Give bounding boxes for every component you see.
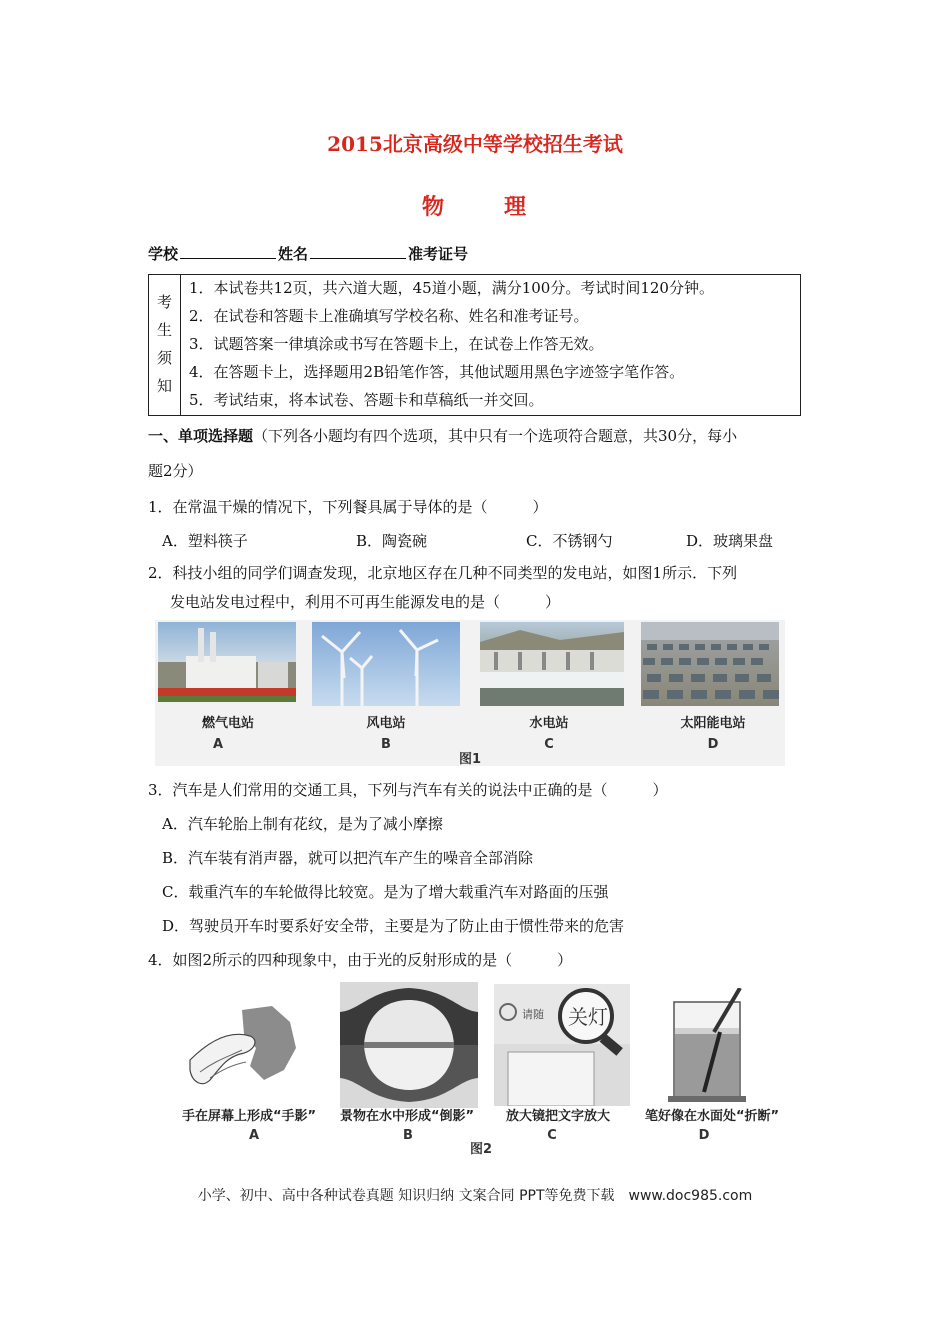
glass-drawing	[648, 988, 766, 1104]
name-blank	[310, 244, 406, 259]
figure2-letter-d: D	[698, 1128, 710, 1143]
q1-option-d: D．玻璃果盘	[686, 532, 774, 550]
q3-option-a: A．汽车轮胎上制有花纹，是为了减小摩擦	[162, 815, 443, 833]
figure2-caption-b: 景物在水中形成“倒影”	[339, 1109, 475, 1124]
magnifier-image	[494, 984, 630, 1106]
notice-item: 1．本试卷共12页，共六道大题，45道小题，满分100分。考试时间120分钟。	[189, 279, 714, 297]
figure1-letter-b: B	[381, 737, 391, 752]
solar-power-station-image	[641, 622, 779, 706]
section1-desc: （下列各小题均有四个选项，其中只有一个选项符合题意，共30分，每小	[253, 427, 738, 445]
figure1-letter-c: C	[544, 737, 554, 752]
notice-head	[149, 275, 181, 415]
name-label: 姓名	[278, 245, 309, 263]
magnifier-drawing	[494, 984, 630, 1106]
notice-item: 4．在答题卡上，选择题用2B铅笔作答，其他试题用黑色字迹签字笔作答。	[189, 363, 685, 381]
pen-in-water-image	[648, 988, 766, 1104]
q1-option-b: B．陶瓷碗	[356, 532, 428, 550]
exam-notice-box	[148, 274, 801, 416]
figure-2	[174, 980, 792, 1158]
q3-stem: 3．汽车是人们常用的交通工具，下列与汽车有关的说法中正确的是（ ）	[148, 781, 668, 799]
notice-head-char: 须	[157, 349, 173, 367]
gas-station-drawing	[158, 622, 296, 702]
subject-char-1: 物	[421, 194, 446, 220]
notice-item: 5．考试结束，将本试卷、答题卡和草稿纸一并交回。	[189, 391, 544, 409]
q2-stem: 2．科技小组的同学们调查发现，北京地区存在几种不同类型的发电站，如图1所示．下列	[148, 564, 738, 582]
q1-option-a: A．塑料筷子	[162, 532, 248, 550]
figure1-caption-a: 燃气电站	[201, 716, 254, 731]
figure2-label: 图2	[469, 1142, 493, 1157]
hydro-power-station-image	[480, 622, 624, 706]
gas-power-station-image	[158, 622, 296, 702]
figure2-letter-b: B	[403, 1128, 413, 1143]
hand-shadow-drawing	[180, 1000, 306, 1100]
exam-title: 2015北京高级中等学校招生考试	[327, 132, 623, 156]
subject-title	[0, 190, 950, 221]
q1-stem: 1．在常温干燥的情况下，下列餐具属于导体的是（ ）	[148, 498, 548, 516]
figure1-caption-d: 太阳能电站	[680, 716, 746, 731]
figure-1	[155, 620, 785, 766]
wind-farm-image	[312, 622, 460, 706]
info-line	[148, 244, 468, 264]
wind-turbine-drawing	[312, 622, 460, 706]
figure1-letter-a: A	[212, 737, 224, 752]
school-label: 学校	[148, 245, 179, 263]
section1-heading: 一、单项选择题	[148, 427, 254, 445]
dam-drawing	[480, 622, 624, 706]
hand-shadow-image	[180, 1000, 306, 1100]
notice-head-char: 生	[157, 321, 173, 339]
q2-stem-cont: 发电站发电过程中，利用不可再生能源发电的是（ ）	[170, 593, 561, 611]
section1-desc-cont: 题2分）	[148, 462, 203, 480]
figure1-label: 图1	[458, 752, 482, 767]
q4-stem: 4．如图2所示的四种现象中，由于光的反射形成的是（ ）	[148, 951, 573, 969]
notice-item: 2．在试卷和答题卡上准确填写学校名称、姓名和准考证号。	[189, 307, 589, 325]
figure1-letter-d: D	[707, 737, 719, 752]
notice-item: 3．试题答案一律填涂或书写在答题卡上，在试卷上作答无效。	[189, 335, 604, 353]
exam-id-label: 准考证号	[408, 245, 469, 263]
section1-heading-line	[148, 426, 737, 446]
figure2-caption-a: 手在屏幕上形成“手影”	[181, 1109, 317, 1124]
figure1-caption-b: 风电站	[366, 716, 406, 731]
q3-option-d: D．驾驶员开车时要系好安全带，主要是为了防止由于惯性带来的危害	[162, 917, 625, 935]
subject-char-2: 理	[504, 194, 529, 220]
school-blank	[180, 244, 276, 259]
notice-head-char: 知	[157, 377, 173, 395]
q3-option-c: C．载重汽车的车轮做得比较宽。是为了增大载重汽车对路面的压强	[162, 883, 609, 901]
q1-option-c: C．不锈钢勺	[526, 532, 613, 550]
page-footer: 小学、初中、高中各种试卷真题 知识归纳 文案合同 PPT等免费下载 www.doc985.com	[197, 1188, 753, 1204]
q3-option-b: B．汽车装有消声器，就可以把汽车产生的噪音全部消除	[162, 849, 534, 867]
notice-items	[189, 278, 714, 418]
figure2-letter-a: A	[248, 1128, 260, 1143]
notice-head-char: 考	[157, 293, 173, 311]
sign-text-magnified: 关灯	[568, 1005, 608, 1029]
figure2-caption-d: 笔好像在水面处“折断”	[644, 1109, 780, 1124]
bridge-drawing	[340, 982, 478, 1108]
figure1-caption-c: 水电站	[529, 716, 569, 731]
figure2-letter-c: C	[547, 1128, 557, 1143]
bridge-reflection-image	[340, 982, 478, 1108]
solar-field-drawing	[641, 622, 779, 706]
sign-text-small: 请随	[522, 1008, 544, 1021]
figure2-caption-c: 放大镜把文字放大	[505, 1109, 610, 1124]
